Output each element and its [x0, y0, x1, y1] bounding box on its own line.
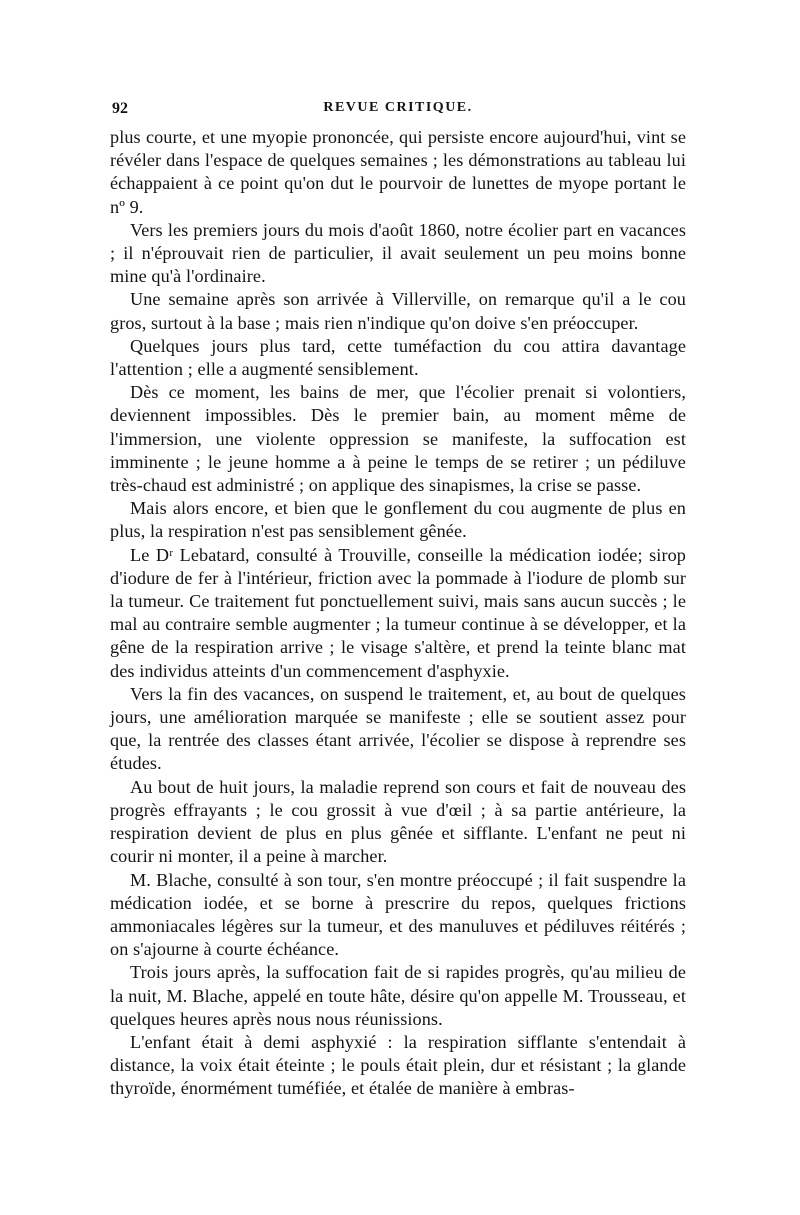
paragraph: M. Blache, consulté à son tour, s'en montre préoccupé ; il fait suspendre la médication iodée, et se borne à prescrire du repos, quelques frictions ammoniacales légères sur la tumeur, et des manuluves et pédiluves réitérés ; on s'ajourne à courte échéance.: [110, 869, 686, 960]
paragraph: Une semaine après son arrivée à Villerville, on remarque qu'il a le cou gros, surtout à la base ; mais rien n'indique qu'on doive s'en préoccuper.: [110, 289, 686, 333]
paragraph: Trois jours après, la suffocation fait de si rapides progrès, qu'au milieu de la nuit, M. Blache, appelé en toute hâte, désire qu'on appelle M. Trousseau, et quelques heures après nous nous réunissions.: [110, 962, 686, 1029]
body-text: [110, 126, 686, 1101]
running-title: REVUE CRITIQUE.: [323, 100, 473, 115]
paragraph: Le Dʳ Lebatard, consulté à Trouville, conseille la médication iodée; sirop d'iodure de fer à l'intérieur, friction avec la pommade à l'iodure de plomb sur la tumeur. Ce traitement fut ponctuellement suivi, mais sans aucun succès ; le mal au contraire semble augmenter ; la tumeur continue à se développer, et la gêne de la respiration arrive ; le visage s'altère, et prend la teinte blanc mat des individus atteints d'un commencement d'asphyxie.: [110, 544, 686, 681]
paragraph: Quelques jours plus tard, cette tuméfaction du cou attira davantage l'attention ; elle a augmenté sensiblement.: [110, 335, 686, 380]
paragraph: Vers la fin des vacances, on suspend le traitement, et, au bout de quelques jours, une amélioration marquée se manifeste ; elle se soutient assez pour que, la rentrée des classes étant arrivée, l'écolier se dispose à reprendre ses études.: [110, 683, 686, 774]
paragraph: Mais alors encore, et bien que le gonflement du cou augmente de plus en plus, la respiration n'est pas sensiblement gênée.: [110, 498, 686, 542]
paragraph: Au bout de huit jours, la maladie reprend son cours et fait de nouveau des progrès effrayants ; le cou grossit à vue d'œil ; à sa partie antérieure, la respiration devient de plus en plus gênée et sifflante. L'enfant ne peut ni courir ni monter, il a peine à marcher.: [110, 776, 686, 867]
paragraph: L'enfant était à demi asphyxié : la respiration sifflante s'entendait à distance, la voix était éteinte ; le pouls était plein, dur et résistant ; la glande thyroïde, énormément tuméfiée, et étalée de manière à embras-: [110, 1031, 686, 1099]
paragraph: Dès ce moment, les bains de mer, que l'écolier prenait si volontiers, deviennent impossibles. Dès le premier bain, au moment même de l'immersion, une violente oppression se manifeste, la suffocation est imminente ; le jeune homme a à peine le temps de se retirer ; un pédiluve très-chaud est administré ; on applique des sinapismes, la crise se passe.: [110, 382, 686, 496]
running-header: [110, 100, 686, 126]
paragraph: plus courte, et une myopie prononcée, qui persiste encore aujourd'hui, vint se révéler dans l'espace de quelques semaines ; les démonstrations au tableau lui échappaient à ce point qu'on dut le pourvoir de lunettes de myope portant le nº 9.: [110, 127, 686, 217]
paragraph: Vers les premiers jours du mois d'août 1860, notre écolier part en vacances ; il n'éprouvait rien de particulier, il avait seulement un peu moins bonne mine qu'à l'ordinaire.: [110, 219, 686, 287]
book-page: [110, 100, 686, 1101]
page-number: 92: [112, 100, 128, 117]
